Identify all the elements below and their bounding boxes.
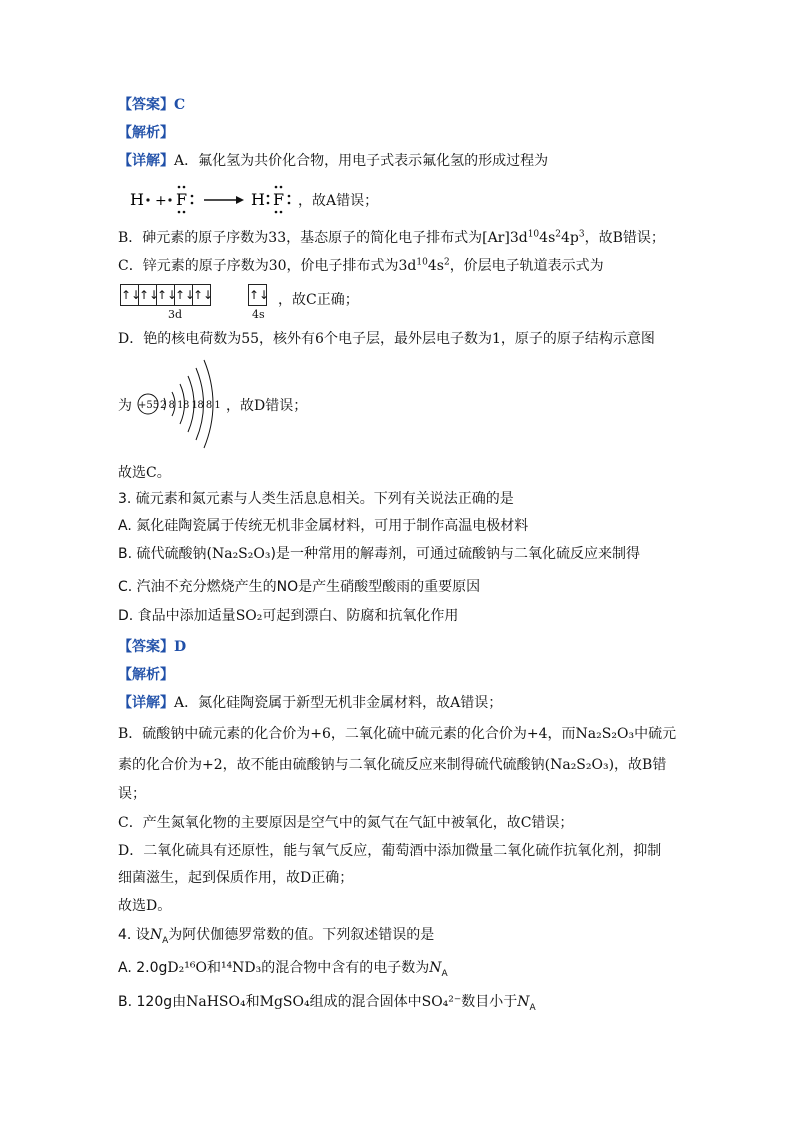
q3-option-c: C. 汽油不充分燃烧产生的NO是产生硝酸型酸雨的重要原因 <box>118 579 481 595</box>
q2-a-tail: ，故A错误； <box>298 193 379 209</box>
svg-text:H: H <box>130 190 144 209</box>
q2-explanation-b: B．砷元素的原子序数为33，基态原子的简化电子排布式为$[Ar]3d^{10}4s^24p^3$，故B错误； <box>118 229 665 246</box>
hf-formation-diagram <box>128 184 428 218</box>
q3-explanation-b2: 素的化合价为+2，故不能由硫酸钠与二氧化硫反应来制得硫代硫酸钠(Na₂S₂O₃)，故B错 <box>118 757 667 773</box>
q3-option-a: A. 氮化硅陶瓷属于传统无机非金属材料，可用于制作高温电极材料 <box>118 518 529 534</box>
q3-explanation-b3: 误； <box>118 786 146 802</box>
orbital-4s-label: 4s <box>252 308 265 321</box>
q2-explanation-d: D．铯的核电荷数为55，核外有6个电子层，最外层电子数为1，原子的原子结构示意图 <box>118 331 655 347</box>
q3-explanation-d2: 细菌滋生，起到保质作用，故D正确； <box>118 870 354 886</box>
q4-option-b: B. 120g由NaHSO₄和MgSO₄组成的混合固体中SO₄²⁻数目小于$N_A$ <box>118 994 536 1013</box>
q3-explanation-c: C．产生氮氧化物的主要原因是空气中的氮气在气缸中被氧化，故C错误； <box>118 815 574 831</box>
cs-nucleus: +55 <box>138 400 160 411</box>
q3-explanation-a: 【详解】A．氮化硅陶瓷属于新型无机非金属材料，故A错误； <box>118 695 503 711</box>
svg-text:H: H <box>251 190 265 209</box>
q2-d-tail: ，故D错误； <box>226 398 308 414</box>
q3-option-b: B. 硫代硫酸钠(Na₂S₂O₃)是一种常用的解毒剂，可通过硫酸钠与二氧化硫反应来制得 <box>118 546 640 562</box>
q2-explanation-c: C．锌元素的原子序数为30，价电子排布式为$3d^{10}4s^2$，价层电子轨道表示式为 <box>118 257 604 274</box>
hf-electron-formula <box>128 184 428 218</box>
orbital-3d-label: 3d <box>168 308 183 321</box>
orbital-4s-box: ↑↓ <box>248 284 266 306</box>
q4-option-a: A. 2.0gD₂¹⁶O和¹⁴ND₃的混合物中含有的电子数为$N_A$ <box>118 960 448 979</box>
answer-label: 【答案】C <box>118 97 186 113</box>
q3-option-d: D. 食品中添加适量SO₂可起到漂白、防腐和抗氧化作用 <box>118 608 459 624</box>
q3-explanation-b1: B．硫酸钠中硫元素的化合价为+6，二氧化硫中硫元素的化合价为+4，而Na₂S₂O₃中硫元 <box>118 726 677 742</box>
analysis-label: 【解析】 <box>118 667 174 683</box>
q2-c-tail: ，故C正确； <box>278 292 359 308</box>
svg-text:F: F <box>273 190 285 209</box>
q2-d-prefix: 为 <box>118 398 132 414</box>
svg-text:+: + <box>155 193 167 209</box>
q3-explanation-d1: D．二氧化硫具有还原性，能与氧气反应，葡萄酒中添加微量二氧化硫作抗氧化剂，抑制 <box>118 843 662 859</box>
svg-text:F: F <box>176 190 188 209</box>
orbital-3d-boxes: ↑↓↑↓↑↓↑↓↑↓ <box>120 284 210 306</box>
q4-stem: 4. 设$N_A$为阿伏伽德罗常数的值。下列叙述错误的是 <box>118 927 435 946</box>
analysis-label: 【解析】 <box>118 125 174 141</box>
q3-stem: 3. 硫元素和氮元素与人类生活息息相关。下列有关说法正确的是 <box>118 491 514 507</box>
cs-shell-electrons: 2 8 18 18 8 1 <box>160 400 221 411</box>
q2-conclusion: 故选C。 <box>118 465 171 481</box>
q3-conclusion: 故选D。 <box>118 898 172 914</box>
answer-label: 【答案】D <box>118 639 187 655</box>
q2-explanation-a: 【详解】A．氟化氢为共价化合物，用电子式表示氟化氢的形成过程为 <box>118 153 549 169</box>
